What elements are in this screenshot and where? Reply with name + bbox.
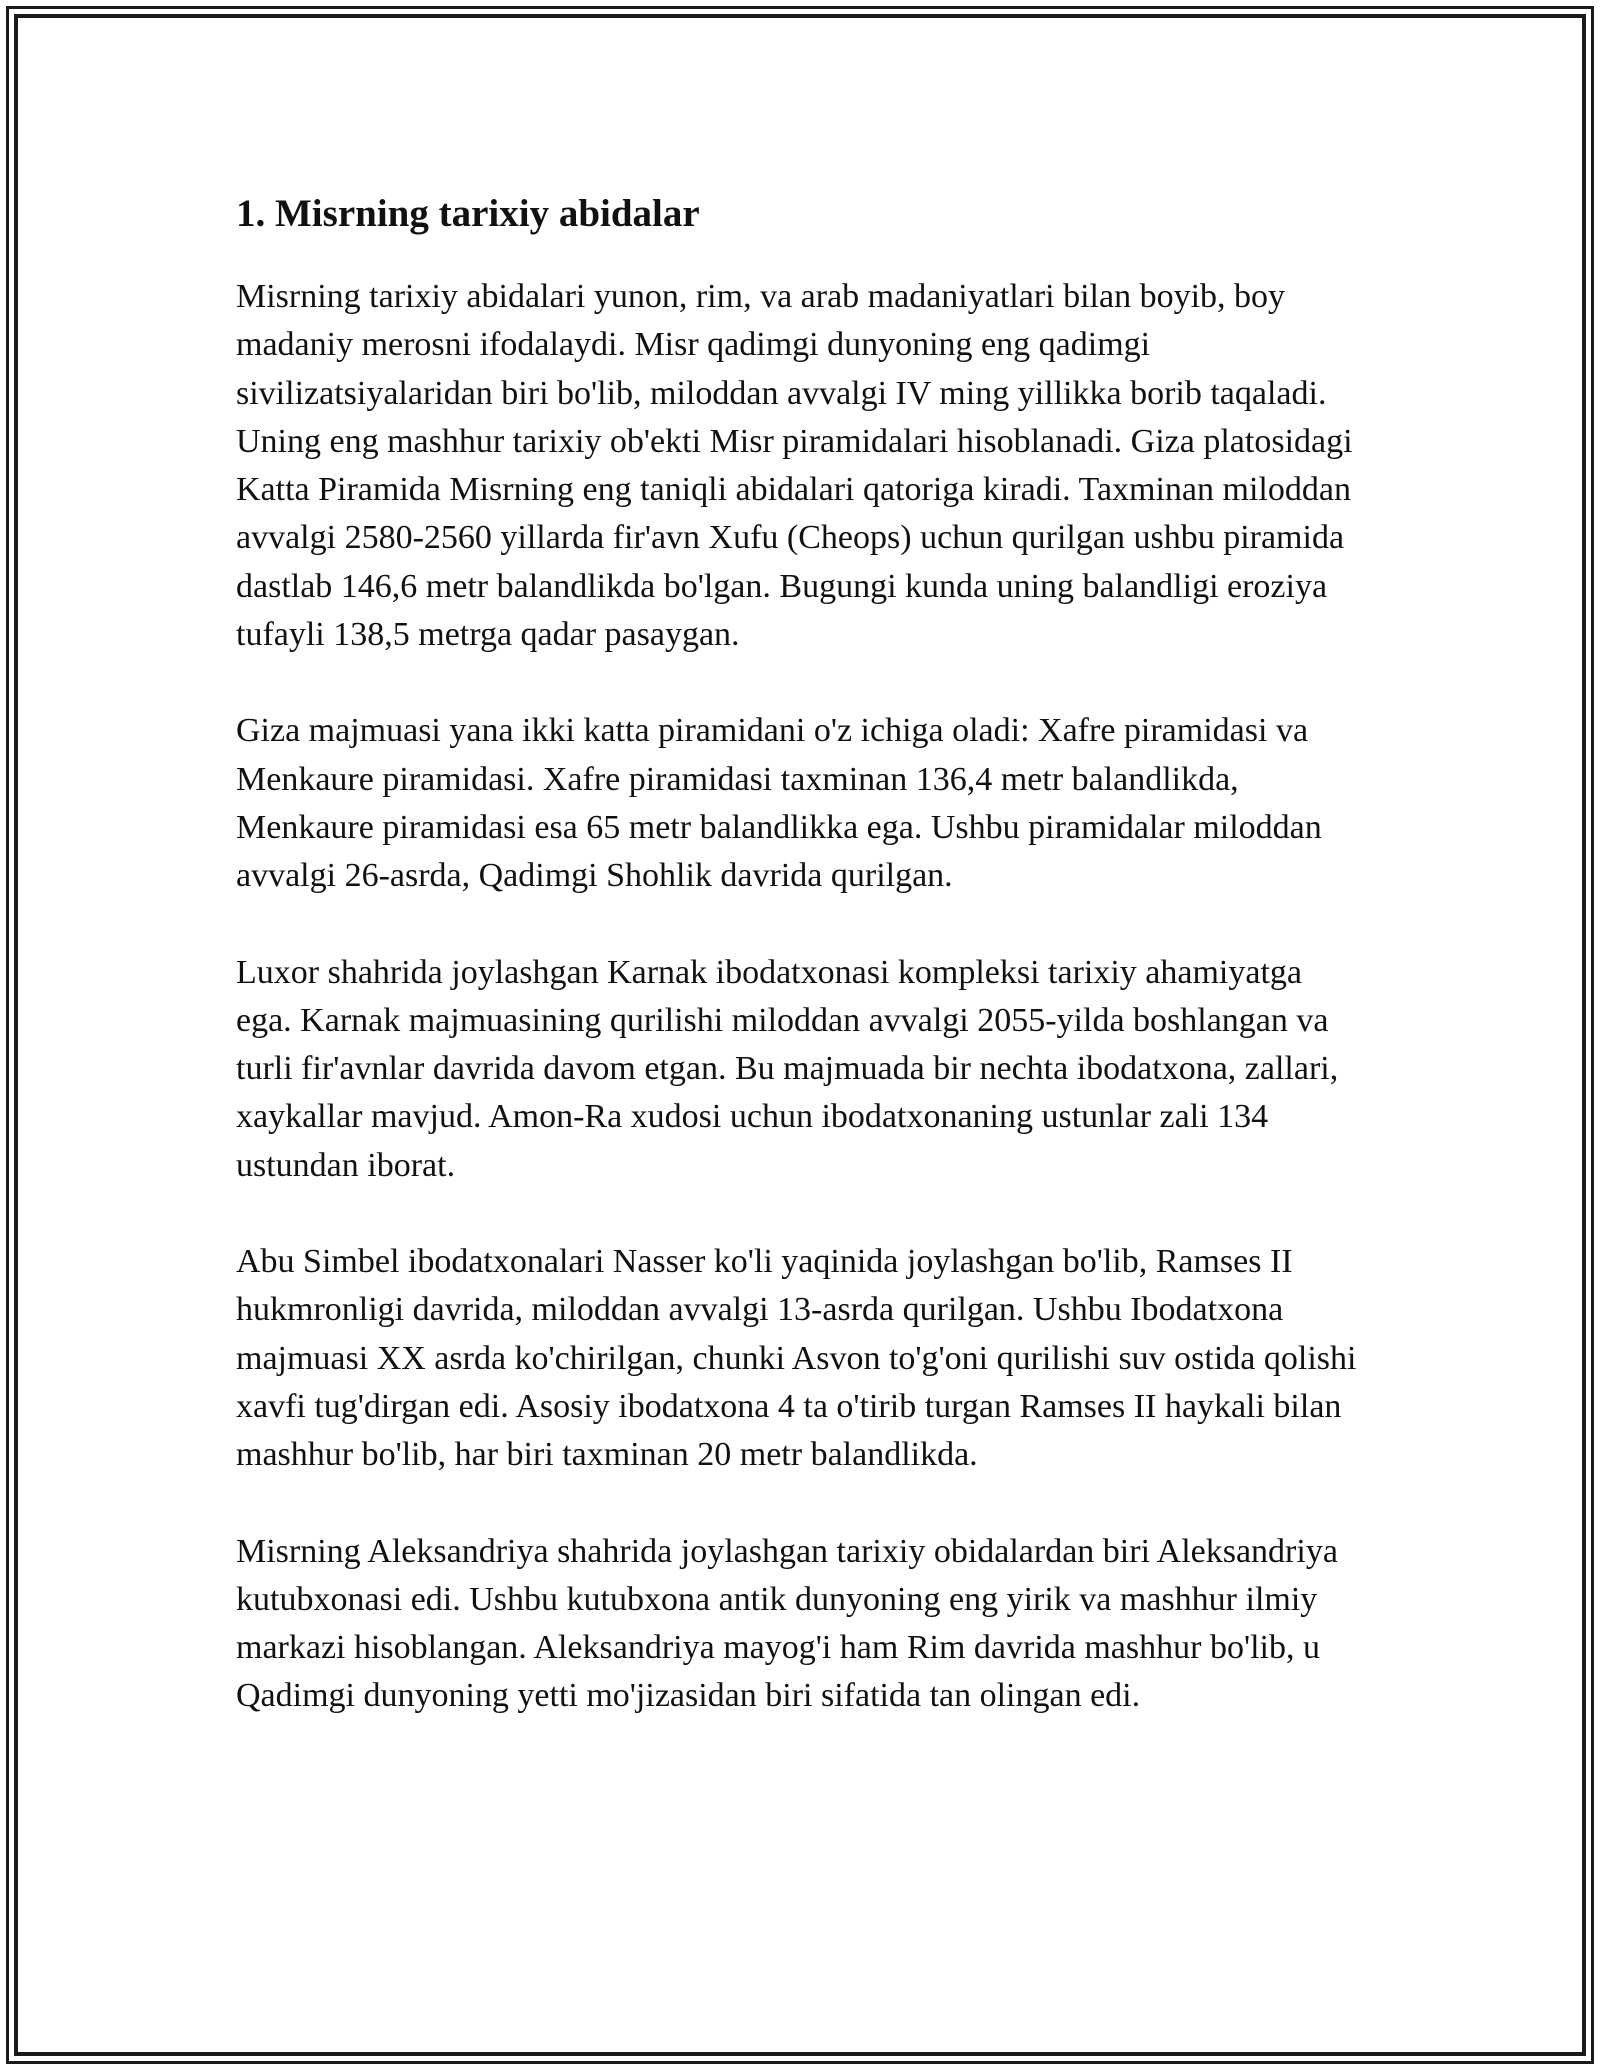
paragraph-giza-complex: Giza majmuasi yana ikki katta piramidani o'z ichiga oladi: Xafre piramidasi va Menkaure piramidasi. Xafre piramidasi taxminan 136,4 metr balandlikda, Menkaure piramidasi esa 65 metr balandlikka ega. Ushbu piramidalar miloddan avvalgi 26-asrda, Qadimgi Shohlik davrida qurilgan. xyxy=(236,712,1322,895)
paragraph-karnak: Luxor shahrida joylashgan Karnak ibodatxonasi kompleksi tarixiy ahamiyatga ega. Karnak majmuasining qurilishi miloddan avvalgi 2055-yilda boshlangan va turli fir'avnlar davrida davom etgan. Bu majmuada bir nechta ibodatxona, zallari, xaykallar mavjud. Amon-Ra xudosi uchun ibodatxonaning ustunlar zali 134 ustundan iborat. xyxy=(236,953,1339,1184)
document-title: 1. Misrning tarixiy abidalar xyxy=(236,192,700,235)
paragraph-giza-great-pyramid: Misrning tarixiy abidalari yunon, rim, va arab madaniyatlari bilan boyib, boy madaniy merosni ifodalaydi. Misr qadimgi dunyoning eng qadimgi sivilizatsiyalaridan biri bo'lib, miloddan avvalgi IV ming yillikka borib taqaladi. Uning eng mashhur tarixiy ob'ekti Misr piramidalari hisoblanadi. Giza platosidagi Katta Piramida Misrning eng taniqli abidalari qatoriga kiradi. Taxminan miloddan avvalgi 2580-2560 yillarda fir'avn Xufu (Cheops) uchun qurilgan ushbu piramida dastlab 146,6 metr balandlikda bo'lgan. Bugungi kunda uning balandligi eroziya tufayli 138,5 metrga qadar pasaygan. xyxy=(236,278,1353,654)
paragraph-alexandria: Misrning Aleksandriya shahrida joylashgan tarixiy obidalardan biri Aleksandriya kutubxonasi edi. Ushbu kutubxona antik dunyoning eng yirik va mashhur ilmiy markazi hisoblangan. Aleksandriya mayog'i ham Rim davrida mashhur bo'lib, u Qadimgi dunyoning yetti mo'jizasidan biri sifatida tan olingan edi. xyxy=(236,1532,1338,1715)
paragraph-abu-simbel: Abu Simbel ibodatxonalari Nasser ko'li yaqinida joylashgan bo'lib, Ramses II hukmronligi davrida, miloddan avvalgi 13-asrda qurilgan. Ushbu Ibodatxona majmuasi XX asrda ko'chirilgan, chunki Asvon to'g'oni qurilishi suv ostida qolishi xavfi tug'dirgan edi. Asosiy ibodatxona 4 ta o'tirib turgan Ramses II haykali bilan mashhur bo'lib, har biri taxminan 20 metr balandlikda. xyxy=(236,1243,1357,1474)
document-body xyxy=(236,185,1366,1769)
